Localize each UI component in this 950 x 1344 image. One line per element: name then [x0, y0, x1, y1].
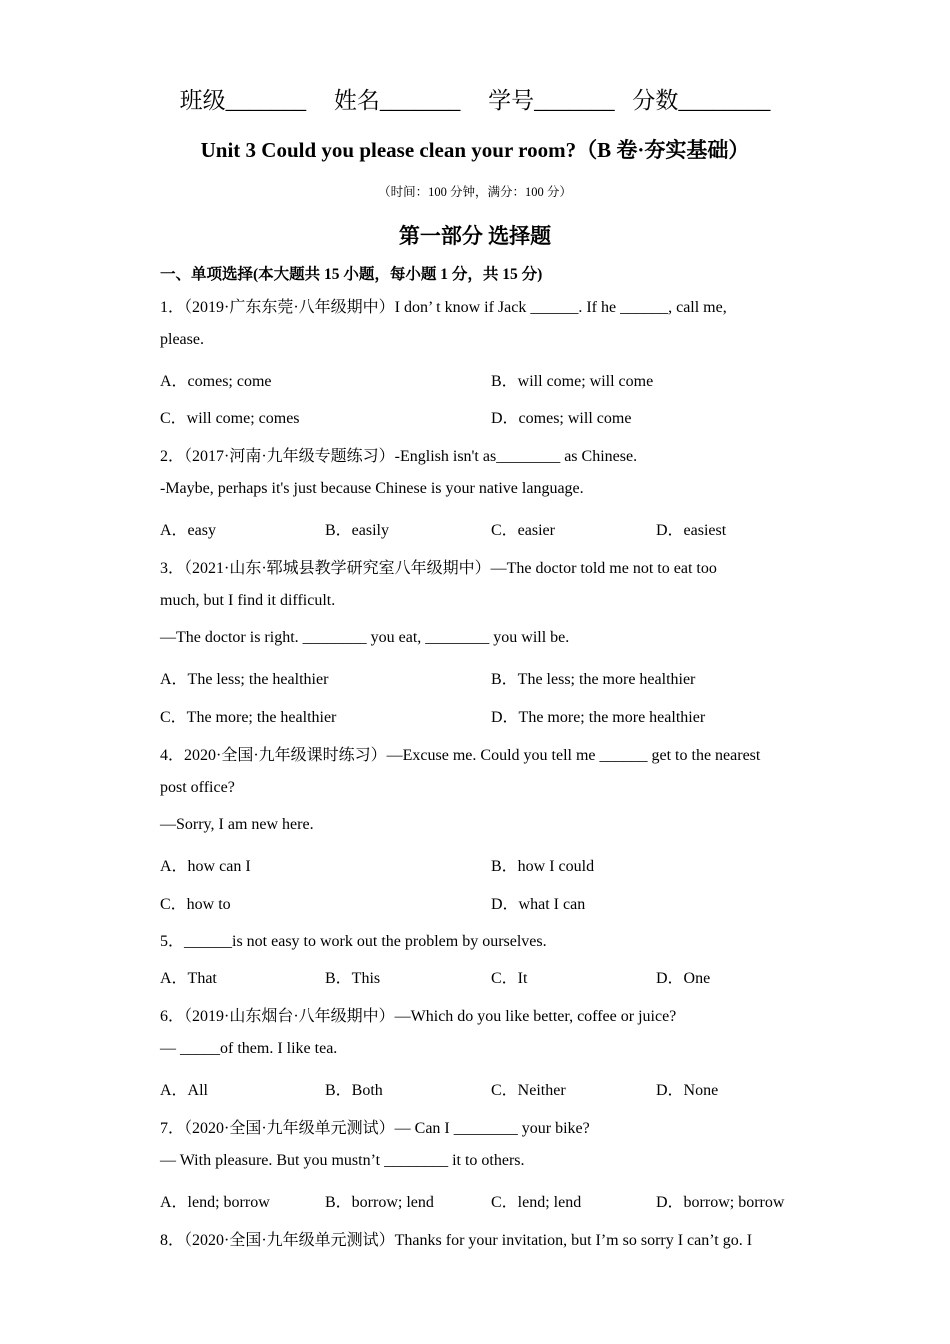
option-b: B．This — [325, 970, 381, 987]
option-c: C．lend; lend — [491, 1194, 582, 1211]
option-d: D．One — [656, 970, 711, 987]
option-b: B．how I could — [491, 858, 595, 875]
option-d: D．easiest — [656, 522, 727, 539]
name-field: 姓名_______ — [333, 88, 461, 113]
option-a: A．lend; borrow — [160, 1194, 270, 1211]
question-line: 4．2020·全国·九年级课时练习）—Excuse me. Could you tell me ______ get to the nearest — [160, 747, 761, 764]
option-d: D．The more; the more healthier — [491, 709, 706, 726]
option-d: D．what I can — [491, 896, 586, 913]
question-line: 3．（2021·山东·郓城县教学研究室八年级期中）—The doctor told me not to eat too — [160, 560, 717, 577]
student-id-field: 学号_______ — [488, 88, 615, 113]
question-line: 5．______is not easy to work out the problem by ourselves. — [160, 933, 547, 950]
option-b: B．will come; will come — [491, 373, 654, 390]
option-a: A．All — [160, 1082, 209, 1099]
question-line: 7．（2020·全国·九年级单元测试）— Can I ________ your bike? — [160, 1120, 590, 1137]
question-line: 8．（2020·全国·九年级单元测试）Thanks for your invitation, but I’m so sorry I can’t go. I — [160, 1232, 753, 1249]
option-d: D．None — [656, 1082, 719, 1099]
option-a: A．The less; the healthier — [160, 671, 329, 688]
option-d: D．comes; will come — [491, 410, 632, 427]
option-c: C．Neither — [491, 1082, 566, 1099]
class-field: 班级_______ — [179, 88, 307, 113]
option-a: A．comes; come — [160, 373, 272, 390]
option-c: C．The more; the healthier — [160, 709, 337, 726]
question-line: 2．（2017·河南·九年级专题练习）-English isn't as________ as Chinese. — [160, 448, 638, 465]
question-line: —The doctor is right. ________ you eat, ________ you will be. — [160, 629, 570, 646]
option-a: A．how can I — [160, 858, 251, 875]
question-line: -Maybe, perhaps it's just because Chinese is your native language. — [160, 480, 584, 497]
option-b: B．The less; the more healthier — [491, 671, 696, 688]
option-a: A．That — [160, 970, 217, 987]
question-line: 6．（2019·山东烟台·八年级期中）—Which do you like better, coffee or juice? — [160, 1008, 677, 1025]
question-line: 1．（2019·广东东莞·八年级期中）I don’ t know if Jack ______. If he ______, call me, — [160, 299, 727, 316]
option-b: B．borrow; lend — [325, 1194, 434, 1211]
question-line: —Sorry, I am new here. — [160, 816, 314, 833]
option-c: C．easier — [491, 522, 555, 539]
part-title: 第一部分 选择题 — [398, 224, 552, 248]
page-title: Unit 3 Could you please clean your room?（B 卷·夯实基础） — [200, 138, 750, 162]
option-a: A．easy — [160, 522, 216, 539]
question-line: — With pleasure. But you mustn’t ________ it to others. — [160, 1152, 525, 1169]
question-line: post office? — [160, 779, 235, 796]
option-c: C．how to — [160, 896, 231, 913]
option-b: B．easily — [325, 522, 389, 539]
option-b: B．Both — [325, 1082, 383, 1099]
question-line: much, but I find it difficult. — [160, 592, 336, 609]
option-d: D．borrow; borrow — [656, 1194, 785, 1211]
option-c: C．will come; comes — [160, 410, 300, 427]
score-field: 分数________ — [632, 88, 771, 113]
question-line: please. — [160, 331, 204, 348]
option-c: C．It — [491, 970, 528, 987]
time-score-note: （时间：100 分钟，满分：100 分） — [378, 185, 572, 199]
question-line: — _____of them. I like tea. — [160, 1040, 338, 1057]
section-title: 一、单项选择(本大题共 15 小题，每小题 1 分，共 15 分) — [160, 266, 543, 283]
student-info-header — [0, 82, 950, 115]
